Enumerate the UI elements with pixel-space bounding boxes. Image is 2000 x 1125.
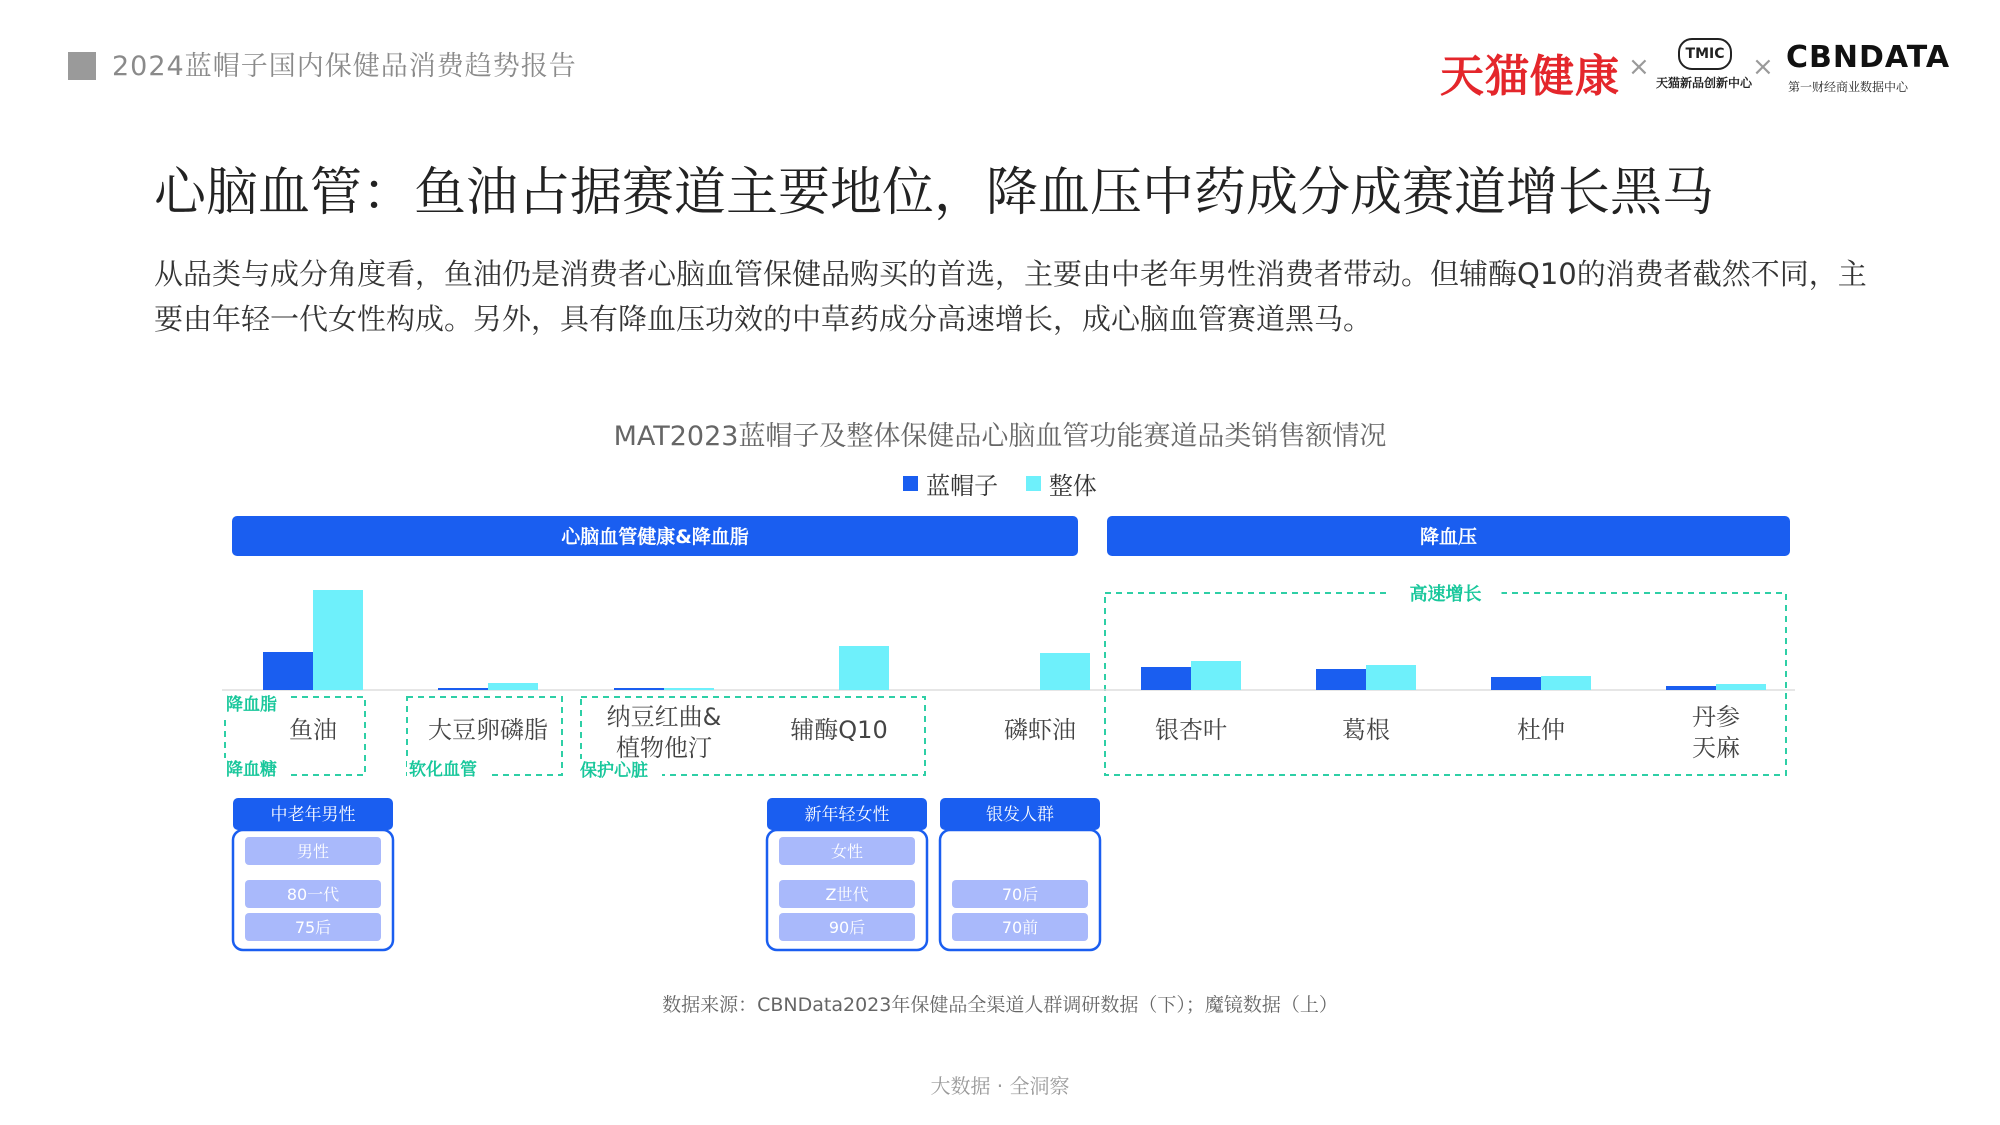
legend-item-bluehat — [903, 466, 998, 501]
report-title: 2024蓝帽子国内保健品消费趋势报告 — [112, 51, 577, 82]
category-label: 植物他汀 — [616, 734, 712, 762]
legend-label-overall: 整体 — [1048, 472, 1097, 500]
data-source: 数据来源：CBNData2023年保健品全渠道人群调研数据（下）；魔镜数据（上） — [662, 994, 1338, 1016]
category-label: 葛根 — [1342, 716, 1390, 744]
category-label: 丹参 — [1692, 703, 1740, 731]
chart-title: MAT2023蓝帽子及整体保健品心脑血管功能赛道品类销售额情况 — [613, 421, 1387, 452]
bar-overall — [1541, 676, 1591, 690]
bar-bluehat — [1491, 677, 1541, 690]
bar-overall — [488, 683, 538, 690]
bar-overall — [839, 646, 889, 690]
audience-card-item-label: 70前 — [1001, 918, 1039, 937]
bar-bluehat — [1141, 667, 1191, 690]
bar-overall — [313, 590, 363, 690]
audience-card-item-label: 80一代 — [286, 885, 340, 904]
category-label: 杜仲 — [1517, 716, 1565, 744]
cbndata-logo — [1786, 40, 1951, 96]
legend-item-overall — [1026, 466, 1097, 501]
footer-slogan: 大数据 · 全洞察 — [930, 1074, 1070, 1098]
logo-separator: × — [1628, 52, 1650, 82]
audience-card-title: 新年轻女性 — [804, 805, 890, 825]
audience-card-item-label: 男性 — [296, 842, 330, 861]
legend-swatch-bluehat — [903, 476, 918, 491]
bar-overall — [1191, 661, 1241, 690]
tmic-badge: TMIC — [1678, 38, 1732, 70]
tmic-logo — [1652, 38, 1756, 94]
page-title: 心脑血管：鱼油占据赛道主要地位，降血压中药成分成赛道增长黑马 — [154, 163, 1715, 223]
category-label: 辅酶Q10 — [790, 716, 888, 744]
bar-bluehat — [1316, 669, 1366, 690]
audience-card-title: 中老年男性 — [270, 805, 356, 825]
cbndata-logo-subtitle: 第一财经商业数据中心 — [1788, 80, 1909, 94]
tmic-subtitle: 天猫新品创新中心 — [1655, 76, 1752, 90]
category-label: 大豆卵磷脂 — [428, 716, 548, 744]
category-label: 磷虾油 — [1004, 716, 1076, 744]
tag-label: 降血糖 — [226, 760, 277, 780]
logo-separator: × — [1752, 52, 1774, 82]
group-header-label: 心脑血管健康&降血脂 — [561, 526, 749, 548]
audience-card-item-label: 75后 — [294, 918, 332, 937]
category-label: 天麻 — [1692, 734, 1740, 762]
category-label: 银杏叶 — [1155, 716, 1227, 744]
bar-bluehat — [438, 688, 488, 690]
bar-overall — [1716, 684, 1766, 690]
audience-card-item-label: Z世代 — [825, 885, 869, 904]
bar-bluehat — [1666, 686, 1716, 690]
bar-bluehat — [614, 688, 664, 690]
legend-label-bluehat: 蓝帽子 — [926, 472, 999, 500]
highlight-label: 高速增长 — [1409, 584, 1482, 605]
tag-label: 降血脂 — [226, 695, 277, 715]
tag-label: 保护心脏 — [580, 761, 648, 781]
tag-label: 软化血管 — [409, 760, 477, 780]
category-label: 鱼油 — [289, 716, 337, 744]
tmall-health-logo: 天猫健康 — [1440, 51, 1620, 102]
header-square-icon — [68, 52, 96, 80]
audience-card-item-label: 女性 — [830, 842, 864, 861]
chart-legend — [0, 466, 2000, 501]
sales-bar-chart — [0, 500, 2000, 980]
bar-overall — [1040, 653, 1090, 690]
category-label: 纳豆红曲& — [606, 703, 722, 731]
audience-card-title: 银发人群 — [986, 805, 1054, 825]
cbndata-logo-text: CBNDATA — [1786, 40, 1951, 75]
group-header-label: 降血压 — [1419, 526, 1478, 548]
audience-card-item-label: 90后 — [828, 918, 866, 937]
bar-bluehat — [263, 652, 313, 690]
bar-overall — [664, 688, 714, 690]
description: 从品类与成分角度看，鱼油仍是消费者心脑血管保健品购买的首选，主要由中老年男性消费者带动。但辅酶Q10的消费者截然不同，主要由年轻一代女性构成。另外，具有降血压功效的中草药成分高速增长，成心脑血管赛道黑马。 — [154, 257, 1867, 336]
audience-card-item-label: 70后 — [1001, 885, 1039, 904]
bar-overall — [1366, 665, 1416, 690]
legend-swatch-overall — [1026, 476, 1041, 491]
